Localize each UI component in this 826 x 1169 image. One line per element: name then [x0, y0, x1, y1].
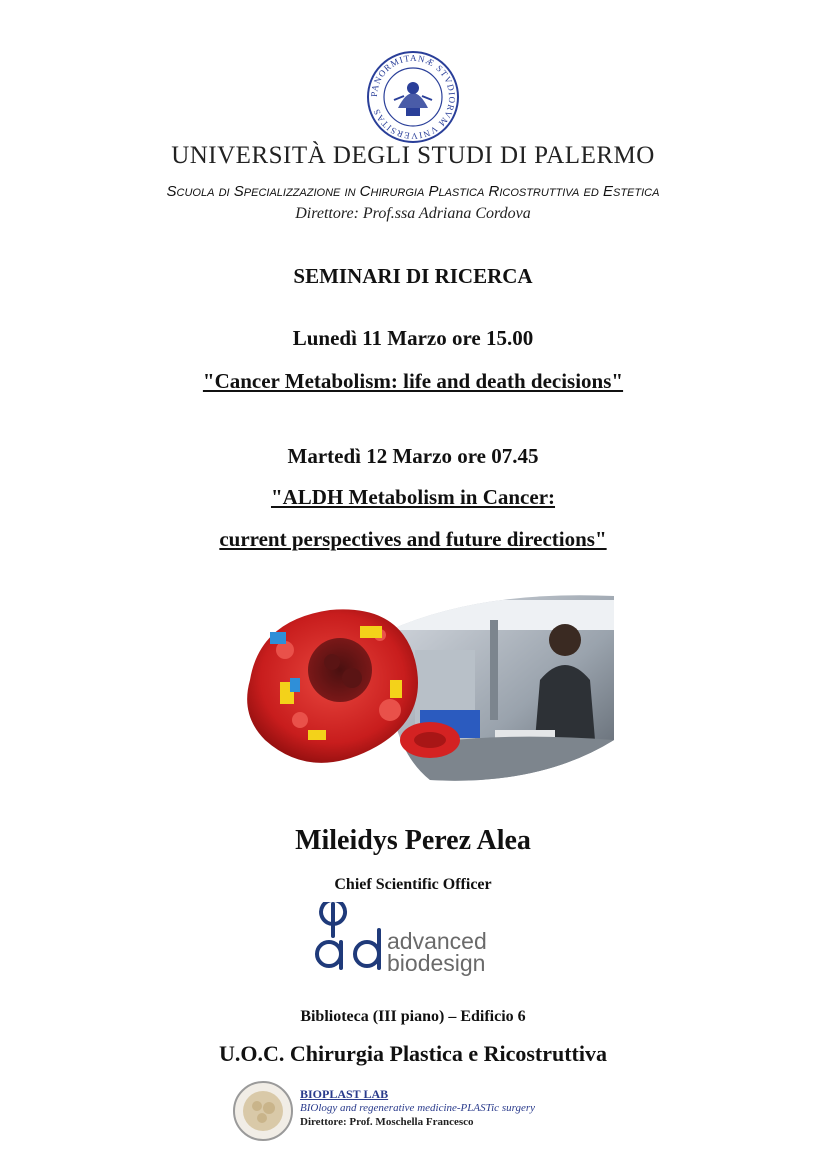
- seal-text: PANORMITANÆ STVDIORVM VNIVERSITAS: [368, 52, 458, 142]
- school-director: Direttore: Prof.ssa Adriana Cordova: [295, 205, 531, 222]
- event-heading: SEMINARI DI RICERCA: [293, 264, 533, 288]
- session-2-title-line-2: current perspectives and future directions": [219, 527, 607, 551]
- department-unit: U.O.C. Chirurgia Plastica e Ricostruttiva: [219, 1041, 607, 1066]
- company-name-line-1: advanced: [387, 928, 487, 954]
- university-name: UNIVERSITÀ DEGLI STUDI DI PALERMO: [171, 142, 655, 169]
- company-logo: [313, 902, 513, 974]
- lab-description: BIOlogy and regenerative medicine-PLASTic surgery: [300, 1102, 536, 1114]
- bioplast-lab-logo: [232, 1080, 294, 1142]
- bioplast-lab-info: [300, 1087, 535, 1129]
- session-2-date: Martedì 12 Marzo ore 07.45: [287, 444, 539, 468]
- school-name: Scuola di Specializzazione in Chirurgia Plastica Ricostruttiva ed Estetica: [166, 183, 660, 200]
- session-1-title: "Cancer Metabolism: life and death decisions": [202, 369, 624, 393]
- lab-name: BIOPLAST LAB: [300, 1087, 389, 1101]
- venue-location: Biblioteca (III piano) – Edificio 6: [300, 1008, 526, 1025]
- company-monogram-icon: [313, 902, 383, 974]
- speaker-name: Mileidys Perez Alea: [295, 825, 531, 856]
- company-name-line-2: biodesign: [387, 950, 486, 976]
- speaker-role: Chief Scientific Officer: [334, 876, 492, 893]
- lab-director: Direttore: Prof. Moschella Francesco: [300, 1116, 474, 1128]
- session-2-title-line-1: "ALDH Metabolism in Cancer:: [270, 485, 556, 509]
- university-seal-logo: [366, 50, 460, 144]
- session-1-date: Lunedì 11 Marzo ore 15.00: [292, 326, 534, 350]
- hero-illustration: [240, 590, 614, 786]
